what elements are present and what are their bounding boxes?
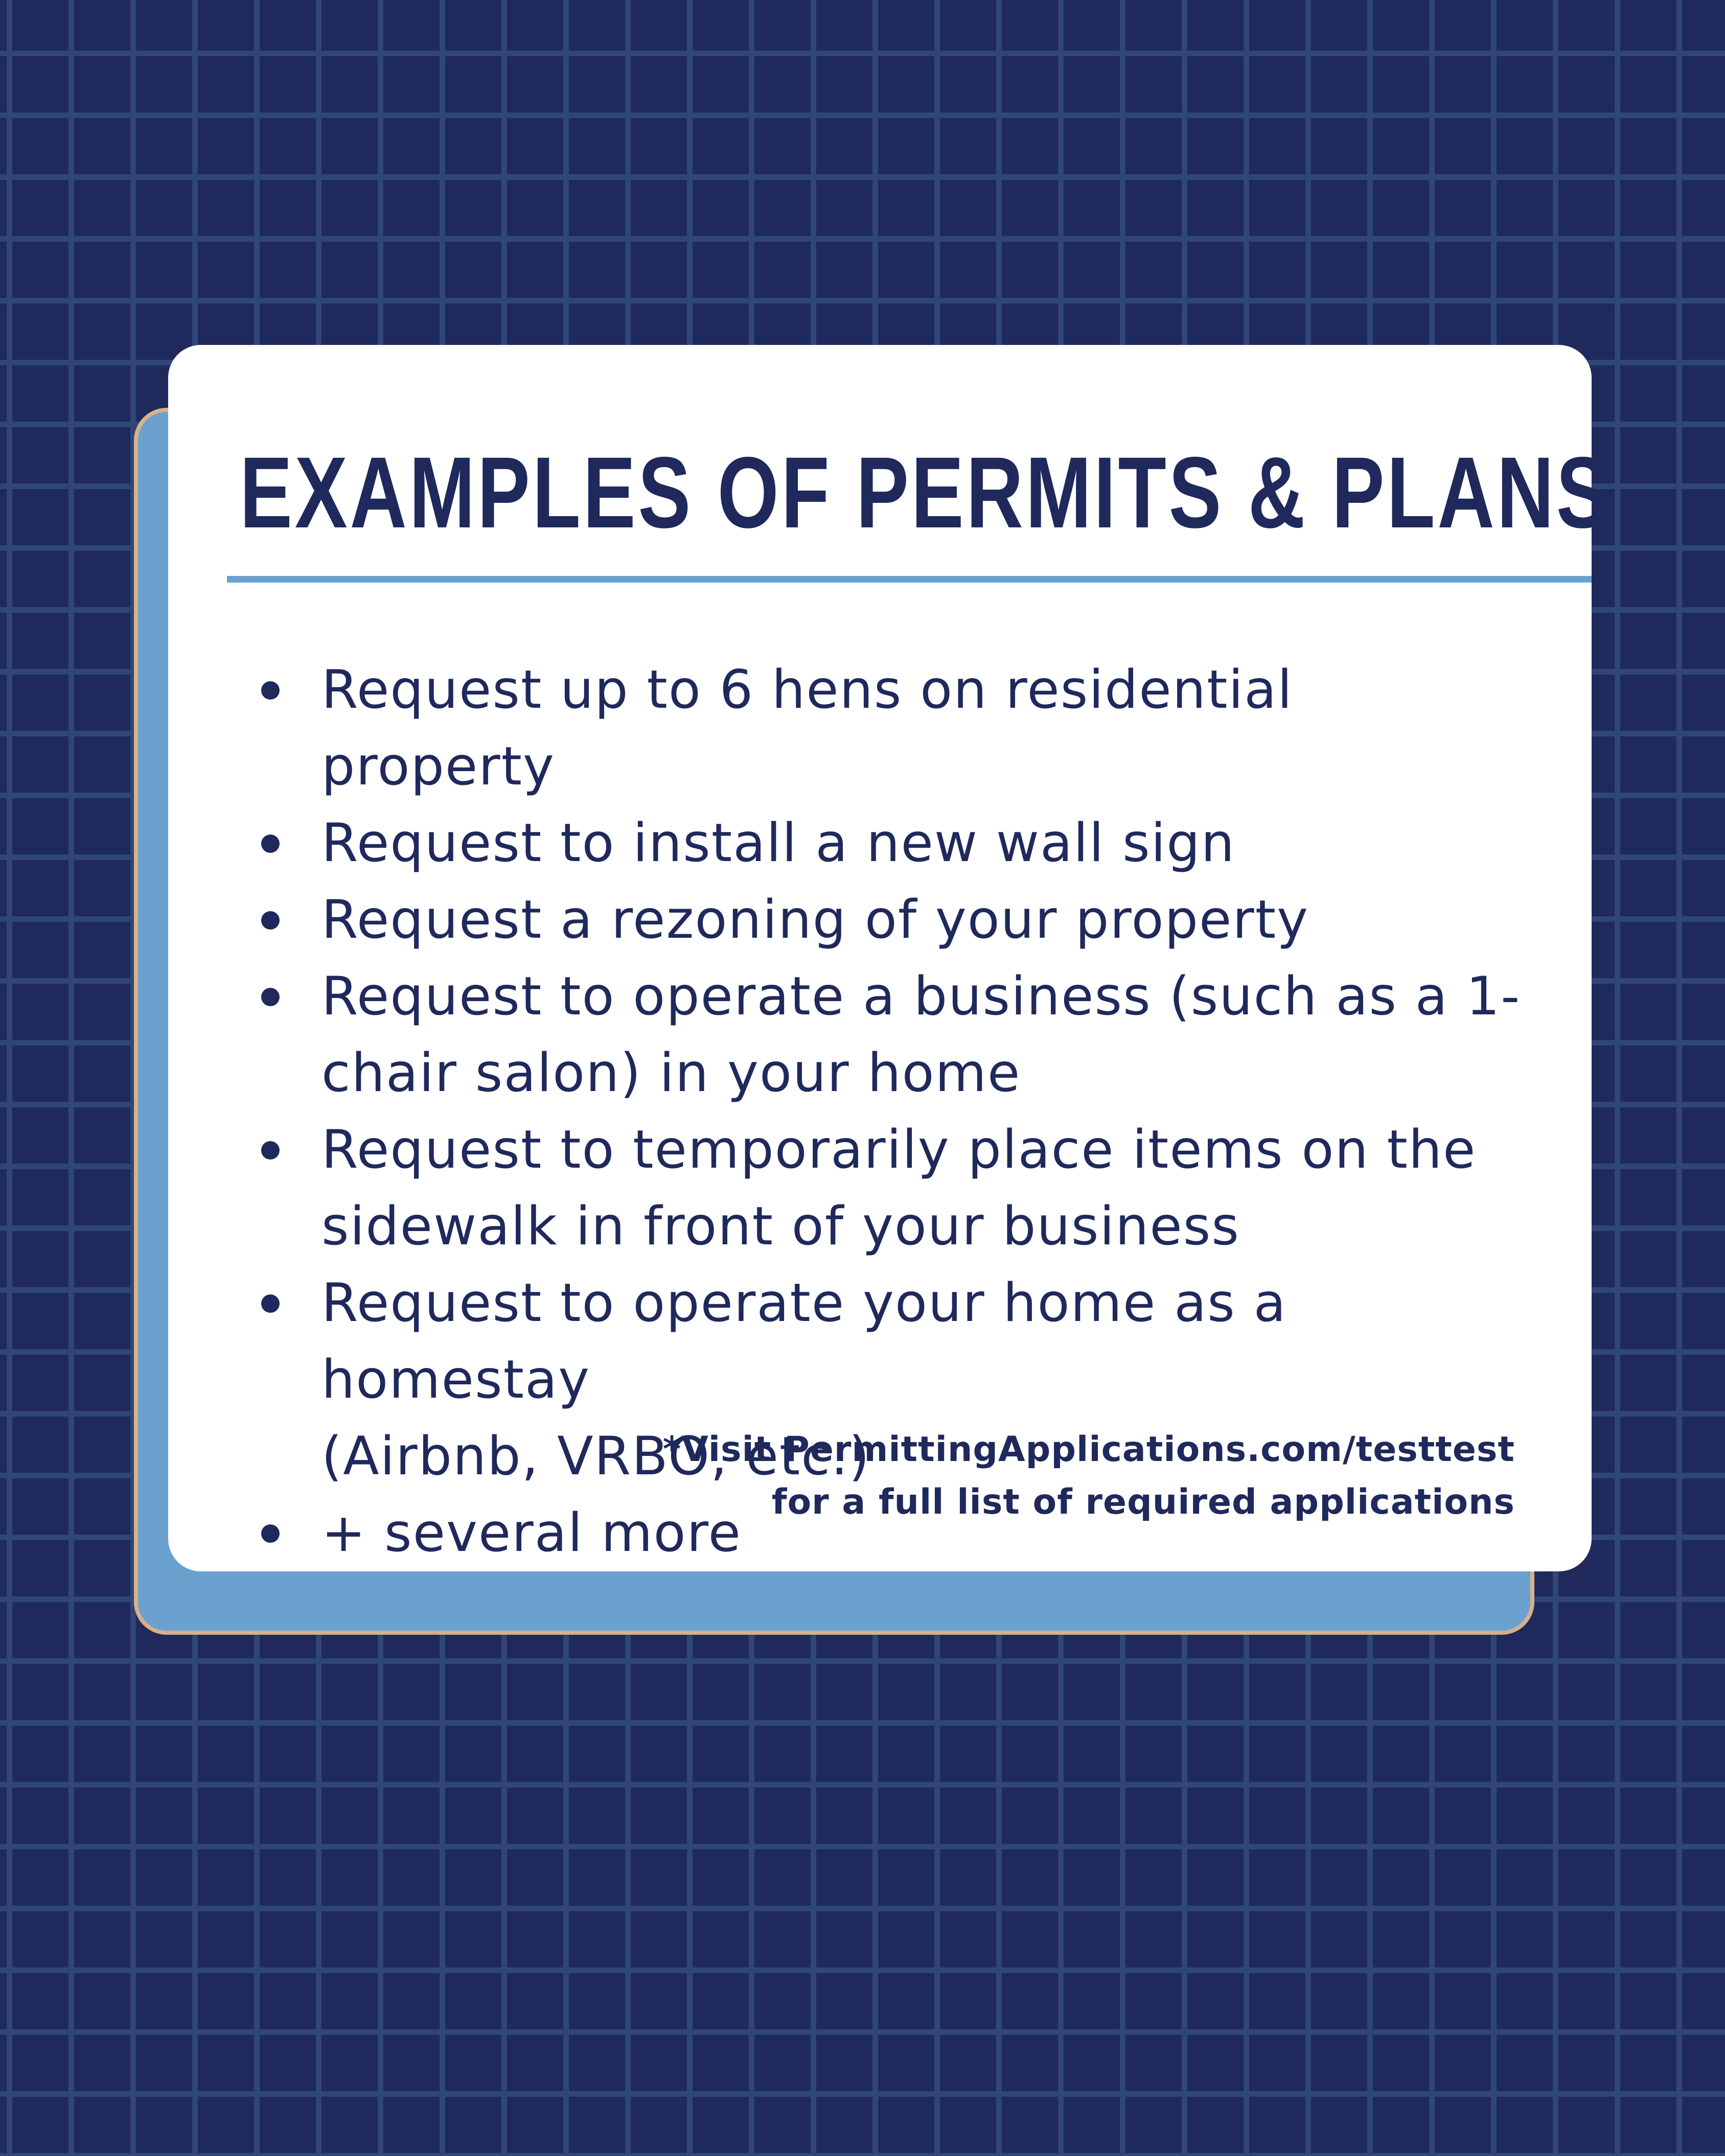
bullet-icon	[261, 834, 280, 853]
footnote-description-line: for a full list of required applications	[771, 1482, 1515, 1522]
list-item: Request up to 6 hens on residential property	[255, 652, 1533, 805]
list-item: Request to install a new wall sign	[255, 805, 1533, 882]
list-item: Request to operate your home as a homestay (Airbnb, VRBO, etc.)	[255, 1265, 1533, 1495]
title-divider	[227, 576, 1592, 583]
list-item: Request to temporarily place items on the sidewalk in front of your business	[255, 1111, 1533, 1265]
bullet-icon	[261, 1141, 280, 1160]
permits-card	[168, 345, 1612, 1571]
bullet-icon	[261, 1524, 280, 1543]
bullet-icon	[261, 1294, 280, 1313]
list-item: Request a rezoning of your property	[255, 882, 1533, 958]
bullet-icon	[261, 681, 280, 700]
list-item: + several more	[255, 1495, 1533, 1571]
bullet-icon	[261, 911, 280, 930]
bullet-icon	[261, 988, 280, 1006]
card-title: EXAMPLES OF PERMITS & PLANS	[240, 436, 1612, 549]
footnote-link-line: *Visit PermittingApplications.com/testtest	[662, 1429, 1515, 1470]
footnote	[663, 1423, 1515, 1528]
list-item: Request to operate a business (such as a 1- chair salon) in your home	[255, 958, 1533, 1111]
